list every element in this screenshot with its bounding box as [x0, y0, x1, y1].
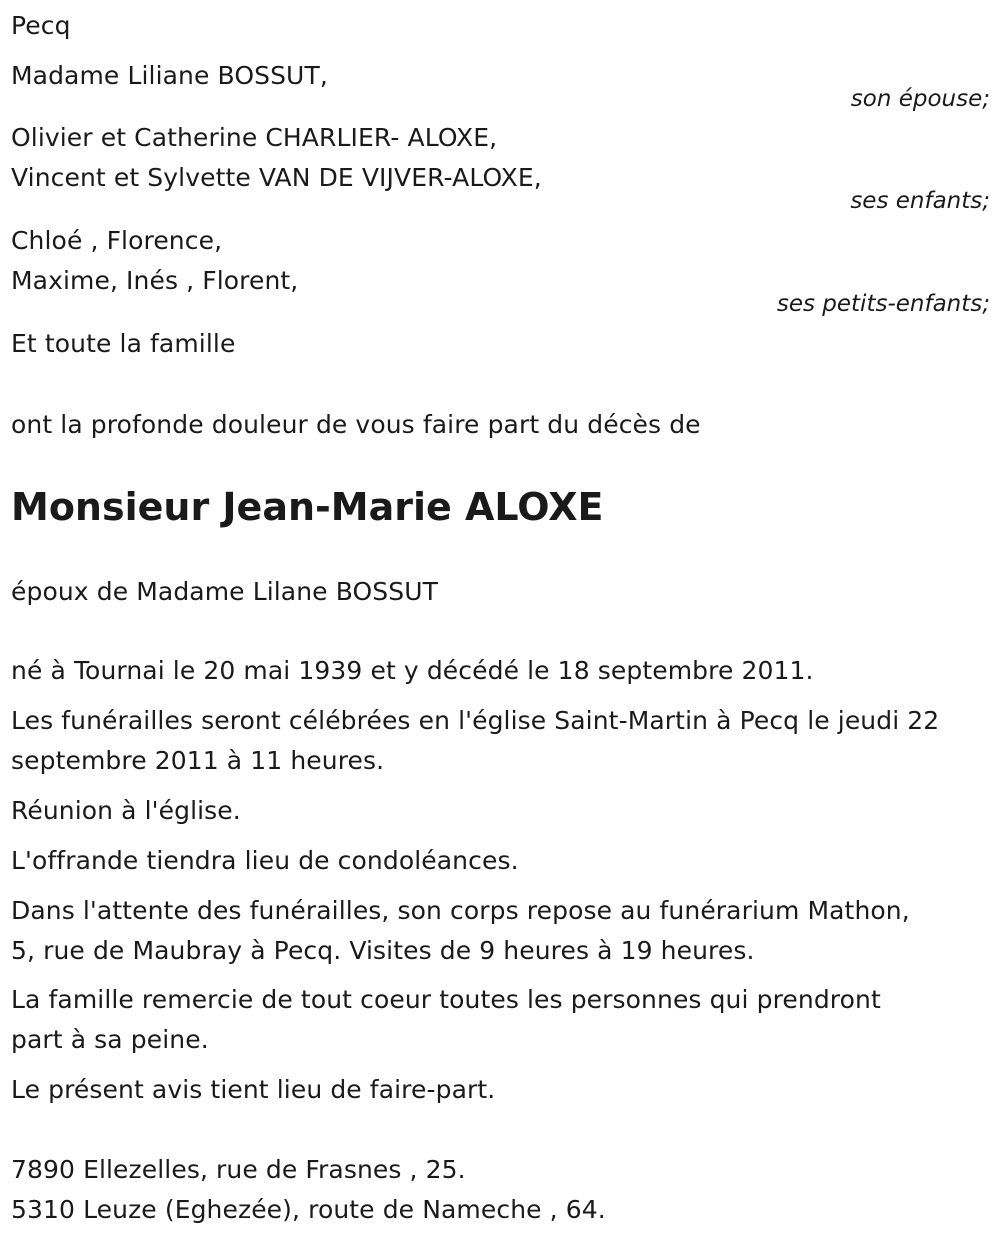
location: Pecq — [11, 11, 71, 40]
offering: L'offrande tiendra lieu de condoléances. — [11, 846, 519, 875]
deceased-name: Monsieur Jean-Marie ALOXE — [11, 485, 604, 529]
family-line: Et toute la famille — [11, 329, 236, 358]
thanks-line-2: part à sa peine. — [11, 1025, 209, 1054]
children-role: ses enfants; — [850, 188, 990, 214]
spouse-role: son épouse; — [850, 86, 990, 112]
grandchildren-role: ses petits-enfants; — [776, 291, 990, 317]
rest-line-2: 5, rue de Maubray à Pecq. Visites de 9 heures à 19 heures. — [11, 936, 755, 965]
child-line-1: Olivier et Catherine CHARLIER- ALOXE, — [11, 123, 498, 152]
child-line-2: Vincent et Sylvette VAN DE VIJVER-ALOXE, — [11, 163, 542, 192]
notice: Le présent avis tient lieu de faire-part. — [11, 1075, 496, 1104]
meeting: Réunion à l'église. — [11, 796, 241, 825]
address-2: 5310 Leuze (Eghezée), route de Nameche , 64. — [11, 1195, 606, 1224]
funeral-line-1: Les funérailles seront célébrées en l'église Saint-Martin à Pecq le jeudi 22 — [11, 706, 940, 735]
grandchild-line-1: Chloé , Florence, — [11, 226, 223, 255]
funeral-line-2: septembre 2011 à 11 heures. — [11, 746, 385, 775]
thanks-line-1: La famille remercie de tout coeur toutes les personnes qui prendront — [11, 985, 881, 1014]
rest-line-1: Dans l'attente des funérailles, son corps repose au funérarium Mathon, — [11, 896, 910, 925]
address-1: 7890 Ellezelles, rue de Frasnes , 25. — [11, 1155, 466, 1184]
announcement: ont la profonde douleur de vous faire part du décès de — [11, 410, 701, 439]
spouse-of: époux de Madame Lilane BOSSUT — [11, 577, 438, 606]
grandchild-line-2: Maxime, Inés , Florent, — [11, 266, 299, 295]
birth-death: né à Tournai le 20 mai 1939 et y décédé le 18 septembre 2011. — [11, 656, 814, 685]
spouse-name: Madame Liliane BOSSUT, — [11, 61, 328, 90]
